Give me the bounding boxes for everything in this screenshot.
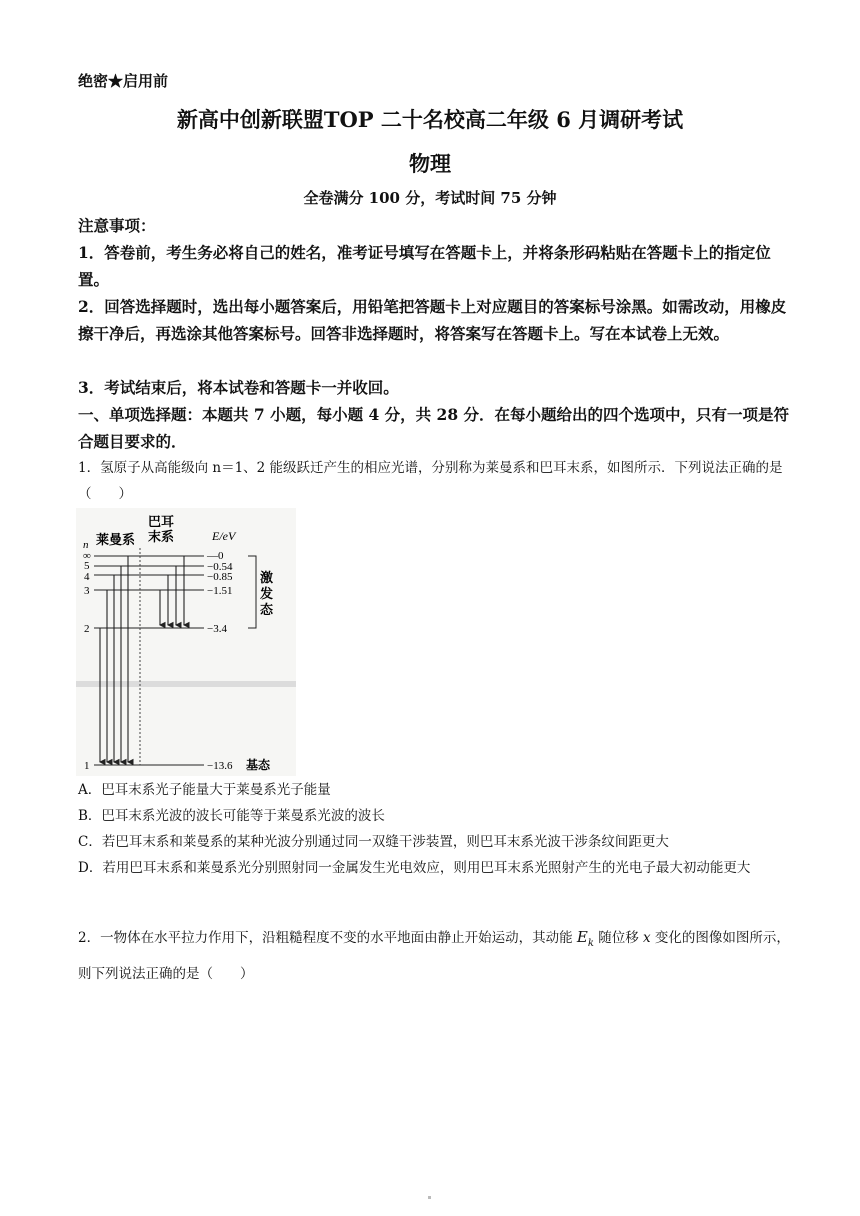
q2-stem-part1: 2．一物体在水平拉力作用下，沿粗糙程度不变的水平地面由静止开始运动，其动能 [78,930,573,946]
q2-ek-symbol: $E_k$ [576,928,594,949]
confidential-mark: 绝密★启用前 [78,72,169,90]
question-2-stem [78,922,790,989]
notice-item-3: 3．考试结束后，将本试卷和答题卡一并收回。 [78,378,399,397]
n-label: n [83,539,89,551]
lyman-label: 莱曼系 [96,532,136,547]
q1-option-b: B．巴耳末系光波的波长可能等于莱曼系光波的波长 [78,808,385,824]
n-infinity: ∞ [83,550,91,562]
balmer-label-1: 巴耳 [148,514,175,529]
q1-option-c: C．若巴耳末系和莱曼系的某种光波分别通过同一双缝干涉装置，则巴耳末系光波干涉条纹间距更大 [78,834,669,850]
footer-dot [428,1196,431,1199]
energy-level-3: −1.51 [207,585,233,597]
q1-option-d: D．若用巴耳末系和莱曼系光分别照射同一金属发生光电效应，则用巴耳末系光照射产生的光电子最大初动能更大 [78,860,751,876]
exam-title: 新高中创新联盟TOP 二十名校高二年级 6 月调研考试 [176,107,684,132]
n-2: 2 [84,623,90,635]
ground-state-label: 基态 [246,758,271,772]
n-4: 4 [84,571,90,583]
excited-label-3: 态 [260,602,274,617]
energy-level-2: −3.4 [207,623,227,635]
energy-level-diagram [76,508,296,776]
question-1-stem: 1．氢原子从高能级向 n＝1、2 能级跃迁产生的相应光谱，分别称为莱曼系和巴耳末系，如图所示．下列说法正确的是（ ） [78,460,783,502]
q2-stem-part3: 变化的图像如图所示，则下列说法正确的是（ ） [78,930,790,982]
excited-label-1: 激 [260,570,274,585]
q2-stem-part2: 随位移 [598,930,639,946]
energy-level-5: −0.54 [207,561,233,573]
energy-unit-label: E/eV [212,529,236,543]
notice-item-2: 2．回答选择题时，选出每小题答案后，用铅笔把答题卡上对应题目的答案标号涂黑。如需改动，用橡皮擦干净后，再选涂其他答案标号。回答非选择题时，将答案写在答题卡上。写在本试卷上无效。 [78,297,787,343]
n-1: 1 [84,760,90,772]
energy-level-4: −0.85 [207,571,233,583]
notice-heading: 注意事项： [78,216,156,235]
energy-level-1: −13.6 [207,760,233,772]
section-heading: 一、单项选择题：本题共 7 小题，每小题 4 分，共 28 分．在每小题给出的四个选项中，只有一项是符合题目要求的． [78,405,790,451]
subject-title: 物理 [409,151,451,176]
excited-label-2: 发 [260,586,274,601]
q2-x-symbol: x [643,930,651,946]
balmer-label-2: 末系 [148,529,175,544]
energy-zero: —0 [207,550,224,562]
notice-item-1: 1．答卷前，考生务必将自己的姓名，准考证号填写在答题卡上，并将条形码粘贴在答题卡上的指定位置。 [78,243,771,289]
diagram-background [76,508,296,776]
q1-option-a: A．巴耳末系光子能量大于莱曼系光子能量 [78,782,331,798]
exam-info: 全卷满分 100 分，考试时间 75 分钟 [303,189,557,207]
n-5: 5 [84,560,90,572]
n-3: 3 [84,585,90,597]
